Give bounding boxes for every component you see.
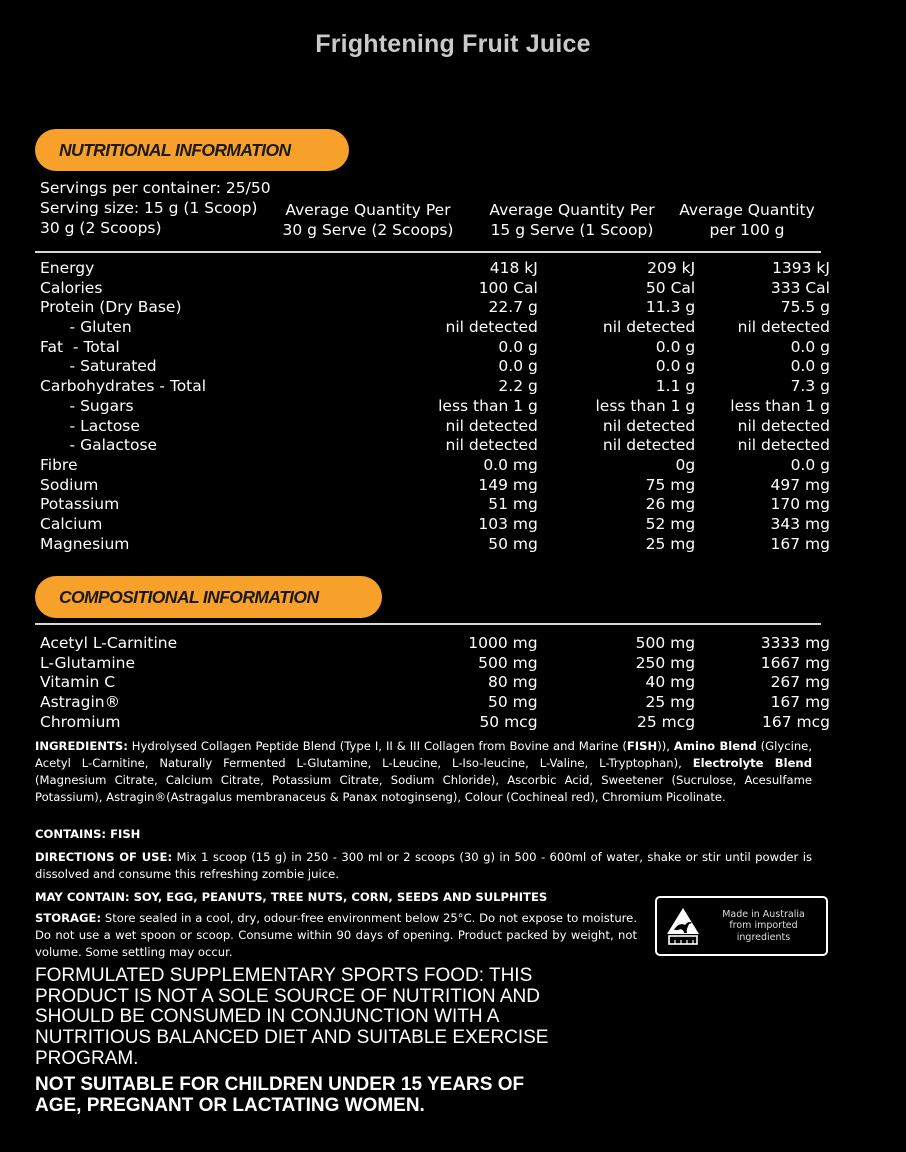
table-row — [40, 298, 830, 318]
value-per-15g: 50 Cal — [645, 278, 696, 297]
table-row — [40, 279, 830, 299]
value-per-30g: nil detected — [445, 416, 538, 435]
nutritional-info-heading — [35, 129, 349, 171]
table-row — [40, 535, 830, 555]
value-per-15g: nil detected — [602, 416, 696, 435]
nutrient-label: Protein (Dry Base) — [40, 298, 182, 317]
column-header-30g — [268, 200, 468, 240]
value-per-100g: nil detected — [737, 416, 830, 435]
value-per-15g: 500 mg — [635, 634, 696, 652]
contains-allergen: CONTAINS: FISH — [35, 827, 141, 841]
table-row — [40, 693, 830, 713]
column-header-line: 15 g Serve (1 Scoop) — [490, 221, 654, 239]
nutrient-label: Acetyl L-Carnitine — [40, 634, 178, 652]
nutrient-label: Fibre — [40, 455, 78, 474]
storage-body: Store sealed in a cool, dry, odour-free environment below 25°C. Do not expose to moisture. Do not use a wet spoon or scoop. Consume within 90 days of opening. Product packed by weight, not volume. Some settling may occur. — [35, 911, 637, 959]
nutrient-label: Sodium — [40, 475, 99, 494]
value-per-15g: less than 1 g — [595, 396, 696, 415]
nutrient-label: - Saturated — [40, 357, 157, 376]
column-header-line: per 100 g — [709, 221, 785, 239]
value-per-30g: nil detected — [445, 436, 538, 455]
nutrient-label: Energy — [40, 259, 95, 277]
value-per-100g: 167 mcg — [762, 712, 831, 731]
table-row — [40, 318, 830, 338]
sports-food-disclaimer: FORMULATED SUPPLEMENTARY SPORTS FOOD: THIS PRODUCT IS NOT A SOLE SOURCE OF NUTRITION AND SHOULD BE CONSUMED IN CONJUNCTION WITH A NUTRITIOUS BALANCED DIET AND SUITABLE EXERCISE PROGRAM. — [35, 965, 549, 1069]
value-per-30g: nil detected — [445, 318, 538, 337]
value-per-30g: 103 mg — [478, 514, 538, 533]
may-contain: MAY CONTAIN: SOY, EGG, PEANUTS, TREE NUTS, CORN, SEEDS AND SULPHITES — [35, 890, 548, 904]
nutrient-label: Calcium — [40, 514, 103, 533]
nutrient-label: Vitamin C — [40, 673, 116, 692]
value-per-15g: 209 kJ — [647, 259, 696, 277]
value-per-15g: 75 mg — [645, 475, 696, 494]
value-per-30g: 0.0 g — [498, 337, 538, 356]
nutrient-label: - Lactose — [40, 416, 140, 435]
value-per-100g: 167 mg — [770, 534, 830, 553]
table-row — [40, 357, 830, 377]
nutrient-label: - Sugars — [40, 396, 134, 415]
product-title: Frightening Fruit Juice — [315, 30, 591, 58]
column-header-100g — [664, 200, 830, 240]
ingredients-part: )), — [657, 739, 674, 753]
ingredients-part: (Glycine, Acetyl L-Carnitine, Naturally Fermented L-Glutamine, L-Leucine, L-Iso-leucine, L-Valine, L-Tryptophan), — [35, 739, 813, 770]
storage-text — [35, 910, 637, 961]
column-header-15g — [472, 200, 672, 240]
table-row — [40, 673, 830, 693]
value-per-100g: 1667 mg — [760, 653, 831, 672]
value-per-30g: 100 Cal — [478, 278, 538, 297]
value-per-100g: 343 mg — [770, 514, 830, 533]
ingredients-text — [35, 738, 812, 806]
value-per-15g: 40 mg — [645, 673, 696, 692]
value-per-15g: nil detected — [602, 436, 696, 455]
table-row — [40, 654, 830, 674]
value-per-100g: 7.3 g — [790, 377, 830, 396]
nutrient-label: Chromium — [40, 712, 121, 731]
value-per-100g: 0.0 g — [790, 357, 830, 376]
ingredients-label: INGREDIENTS: — [35, 739, 128, 753]
value-per-30g: 418 kJ — [489, 259, 538, 277]
table-row — [40, 338, 830, 358]
value-per-100g: 0.0 g — [790, 337, 830, 356]
nutrient-label: Potassium — [40, 495, 120, 514]
storage-label: STORAGE: — [35, 911, 102, 925]
value-per-15g: nil detected — [602, 318, 696, 337]
value-per-30g: 50 mcg — [479, 712, 538, 731]
value-per-30g: 50 mg — [487, 693, 538, 712]
value-per-30g: 50 mg — [488, 534, 538, 553]
value-per-30g: 51 mg — [488, 495, 538, 514]
table-row — [40, 436, 830, 456]
value-per-100g: 267 mg — [770, 673, 831, 692]
nutrient-label: Magnesium — [40, 534, 130, 553]
value-per-100g: 1393 kJ — [772, 259, 830, 277]
nutrient-label: - Gluten — [40, 318, 132, 337]
nutrient-label: L-Glutamine — [40, 653, 136, 672]
nutrition-table — [40, 259, 830, 554]
amino-blend-label: Amino Blend — [673, 739, 757, 753]
nutrient-label: Carbohydrates - Total — [40, 377, 207, 396]
divider — [35, 251, 821, 253]
column-header-line: Average Quantity Per — [285, 201, 451, 219]
nutrient-label: Calories — [40, 278, 103, 297]
divider — [35, 623, 821, 625]
column-header-line: 30 g Serve (2 Scoops) — [282, 221, 454, 239]
value-per-100g: less than 1 g — [730, 396, 830, 415]
table-row — [40, 634, 830, 654]
value-per-15g: 250 mg — [635, 653, 696, 672]
value-per-15g: 0.0 g — [655, 337, 696, 356]
value-per-30g: 500 mg — [478, 653, 538, 672]
table-row — [40, 259, 830, 279]
nutrient-label: - Galactose — [40, 436, 158, 455]
nutrient-label: Fat - Total — [40, 337, 120, 356]
serving-size-line2: 30 g (2 Scoops) — [40, 219, 162, 237]
value-per-15g: 11.3 g — [645, 298, 696, 317]
directions-label: DIRECTIONS OF USE: — [35, 850, 173, 864]
badge-line: ingredients — [736, 931, 791, 943]
table-row — [40, 515, 830, 535]
badge-text — [709, 909, 826, 944]
table-row — [40, 713, 830, 733]
allergen-fish: FISH — [626, 739, 658, 753]
ingredients-part: Hydrolysed Collagen Peptide Blend (Type I, II & III Collagen from Bovine and Marine ( — [127, 739, 627, 753]
serving-info — [40, 178, 271, 238]
ingredients-part: (Magnesium Citrate, Calcium Citrate, Potassium Citrate, Sodium Chloride), Ascorbic Acid, Sweetener (Sucrulose, Acesulfame Potassium), Astragin®(Astragalus membranaceus & Panax notoginseng), Colour (Cochineal red), Chromium Picolinate. — [35, 773, 812, 804]
column-header-line: Average Quantity Per — [489, 201, 655, 219]
electrolyte-blend-label: Electrolyte Blend — [692, 756, 812, 770]
value-per-100g: 333 Cal — [770, 278, 830, 297]
serving-size-line1: Serving size: 15 g (1 Scoop) — [40, 199, 258, 217]
badge-line: Made in Australia — [722, 908, 805, 920]
value-per-15g: 0.0 g — [655, 357, 696, 376]
australian-made-kangaroo-icon — [657, 898, 709, 954]
value-per-30g: 80 mg — [487, 673, 538, 692]
value-per-15g: 0g — [675, 455, 696, 474]
value-per-30g: 2.2 g — [498, 377, 538, 396]
value-per-15g: 52 mg — [645, 514, 696, 533]
table-row — [40, 417, 830, 437]
badge-line: from imported — [729, 920, 798, 932]
table-row — [40, 495, 830, 515]
value-per-30g: 22.7 g — [488, 298, 538, 317]
value-per-30g: 0.0 mg — [483, 455, 538, 474]
value-per-15g: 25 mcg — [636, 712, 696, 731]
nutritional-heading-label: NUTRITIONAL INFORMATION — [59, 139, 291, 160]
value-per-100g: 75.5 g — [780, 298, 830, 317]
directions-body: Mix 1 scoop (15 g) in 250 - 300 ml or 2 scoops (30 g) in 500 - 600ml of water, shake or stir until powder is dissolved and consume this refreshing zombie juice. — [35, 850, 813, 881]
value-per-30g: less than 1 g — [438, 396, 538, 415]
value-per-100g: nil detected — [737, 436, 830, 455]
value-per-30g: 0.0 g — [498, 357, 538, 376]
directions-text — [35, 849, 812, 883]
compositional-info-heading — [35, 576, 382, 618]
value-per-15g: 25 mg — [645, 693, 696, 712]
value-per-15g: 1.1 g — [655, 377, 696, 396]
value-per-15g: 26 mg — [645, 495, 696, 514]
servings-per-container: Servings per container: 25/50 — [40, 179, 271, 197]
nutrient-label: Astragin® — [40, 693, 121, 712]
table-row — [40, 476, 830, 496]
value-per-100g: 167 mg — [770, 693, 831, 712]
table-row — [40, 456, 830, 476]
composition-table — [40, 634, 830, 732]
value-per-100g: 3333 mg — [760, 634, 831, 652]
value-per-100g: 170 mg — [770, 495, 830, 514]
value-per-100g: 497 mg — [770, 475, 830, 494]
value-per-100g: nil detected — [737, 318, 830, 337]
value-per-30g: 149 mg — [478, 475, 538, 494]
value-per-30g: 1000 mg — [468, 634, 538, 652]
made-in-australia-badge — [655, 896, 828, 956]
value-per-15g: 25 mg — [645, 534, 696, 553]
column-header-line: Average Quantity — [679, 201, 815, 219]
suitability-warning: NOT SUITABLE FOR CHILDREN UNDER 15 YEARS OF AGE, PREGNANT OR LACTATING WOMEN. — [35, 1074, 525, 1116]
table-row — [40, 397, 830, 417]
value-per-100g: 0.0 g — [790, 455, 830, 474]
compositional-heading-label: COMPOSITIONAL INFORMATION — [59, 586, 319, 607]
table-row — [40, 377, 830, 397]
